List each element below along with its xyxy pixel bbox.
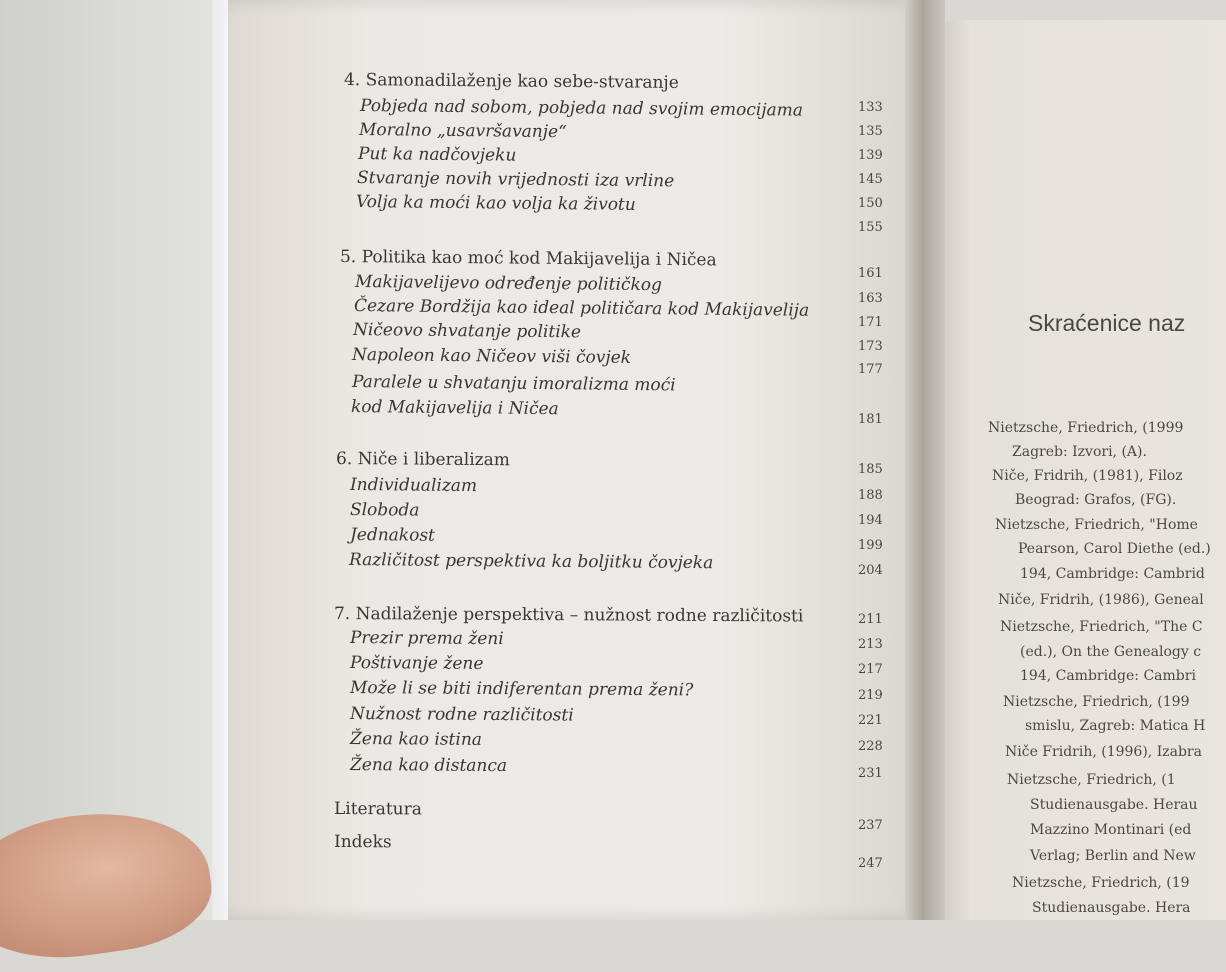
toc-page-number: 185: [858, 462, 883, 477]
bibliography-line: (ed.), On the Genealogy c: [1020, 644, 1202, 660]
bibliography-line: Mazzino Montinari (ed: [1030, 822, 1192, 838]
bibliography-line: Studienausgabe. Hera: [1032, 900, 1191, 916]
bibliography-line: smislu, Zagreb: Matica H: [1025, 718, 1206, 734]
toc-section-heading: 5. Politika kao moć kod Makijavelija i Ničea: [339, 247, 717, 271]
toc-page-number: 145: [858, 172, 883, 187]
toc-item: Paralele u shvatanju imoralizma moći: [351, 372, 676, 396]
toc-page-number: 139: [858, 148, 883, 163]
toc-item: Različitost perspektiva ka boljitku čovjeka: [348, 550, 714, 574]
toc-section-heading: 4. Samonadilaženje kao sebe-stvaranje: [343, 70, 679, 93]
toc-page-number: 181: [858, 412, 883, 427]
toc-item: Čezare Bordžija kao ideal političara kod Makijavelija: [353, 296, 810, 321]
toc-item: kod Makijavelija i Ničea: [350, 397, 559, 420]
bibliography-line: Nietzsche, Friedrich, (1: [1007, 772, 1176, 788]
bibliography-line: Niče, Fridrih, (1981), Filoz: [992, 468, 1183, 484]
toc-page-number: 173: [858, 339, 883, 354]
toc-page-number: 219: [858, 688, 883, 703]
bibliography-line: Nietzsche, Friedrich, (199: [1003, 694, 1190, 710]
toc-item: Individualizam: [349, 475, 478, 497]
toc-page-number: 211: [858, 612, 883, 627]
toc-page-number: 228: [858, 739, 883, 754]
bibliography-line: Beograd: Grafos, (FG).: [1015, 492, 1177, 508]
toc-section-heading: 6. Niče i liberalizam: [335, 449, 511, 471]
toc-page-number: 213: [858, 637, 883, 652]
bibliography-line: 194, Cambridge: Cambrid: [1020, 566, 1205, 582]
bibliography-line: Nietzsche, Friedrich, "Home: [995, 517, 1198, 533]
toc-item: Može li se biti indiferentan prema ženi?: [349, 678, 694, 701]
toc-page-number: 194: [858, 513, 883, 528]
toc-page-number: 237: [858, 818, 883, 833]
toc-item: Prezir prema ženi: [349, 628, 504, 650]
toc-item: Napoleon kao Ničeov viši čovjek: [351, 345, 632, 368]
toc-page-number: 155: [858, 220, 883, 235]
toc-page-number: 217: [858, 662, 883, 677]
toc-item: Volja ka moći kao volja ka životu: [355, 192, 636, 215]
bibliography-line: Verlag; Berlin and New: [1030, 848, 1196, 864]
bibliography-line: Nietzsche, Friedrich, "The C: [1000, 619, 1203, 635]
right-page-heading: Skraćenice naz: [1028, 310, 1186, 336]
toc-item: Moralno „usavršavanje“: [358, 120, 567, 143]
toc-page-number: 188: [858, 488, 883, 503]
bibliography-line: Niče Fridrih, (1996), Izabra: [1005, 744, 1202, 760]
toc-item: Jednakost: [349, 525, 436, 546]
toc-page-number: 133: [858, 100, 883, 115]
bibliography-line: Nietzsche, Friedrich, (1999: [988, 420, 1184, 436]
bibliography-line: Studienausgabe. Herau: [1030, 797, 1198, 813]
bibliography-line: 194, Cambridge: Cambri: [1020, 668, 1196, 684]
toc-page-number: 135: [858, 124, 883, 139]
toc-page-number: 199: [858, 538, 883, 553]
toc-item: Žena kao distanca: [349, 755, 508, 777]
toc-literatura: Literatura: [333, 799, 422, 820]
toc-page-number: 231: [858, 766, 883, 781]
toc-page-number: 247: [858, 856, 883, 871]
toc-page-number: 171: [858, 315, 883, 330]
toc-item: Nužnost rodne različitosti: [349, 704, 574, 726]
toc-page-number: 204: [858, 563, 883, 578]
toc-item: Stvaranje novih vrijednosti iza vrline: [356, 168, 675, 192]
bibliography-line: Zagreb: Izvori, (A).: [1012, 444, 1147, 460]
toc-page-number: 163: [858, 291, 883, 306]
bibliography-line: Niče, Fridrih, (1986), Geneal: [998, 592, 1204, 608]
toc-item: Poštivanje žene: [349, 653, 484, 674]
toc-item: Žena kao istina: [349, 729, 483, 750]
toc-section-heading: 7. Nadilaženje perspektiva – nužnost rodne različitosti: [333, 604, 804, 627]
toc-item: Ničeovo shvatanje politike: [352, 320, 582, 343]
toc-item: Sloboda: [349, 500, 420, 521]
toc-item: Pobjeda nad sobom, pobjeda nad svojim emocijama: [359, 96, 804, 121]
toc-item: Put ka nadčovjeku: [357, 144, 517, 166]
toc-page-number: 221: [858, 713, 883, 728]
toc-page-number: 150: [858, 196, 883, 211]
toc-item: Makijavelijevo određenje političkog: [354, 272, 663, 296]
bibliography-line: Nietzsche, Friedrich, (19: [1012, 875, 1190, 891]
toc-page-number: 177: [858, 362, 883, 377]
bibliography-line: Pearson, Carol Diethe (ed.): [1018, 541, 1211, 557]
toc-indeks: Indeks: [333, 832, 392, 853]
toc-page-number: 161: [858, 266, 883, 281]
